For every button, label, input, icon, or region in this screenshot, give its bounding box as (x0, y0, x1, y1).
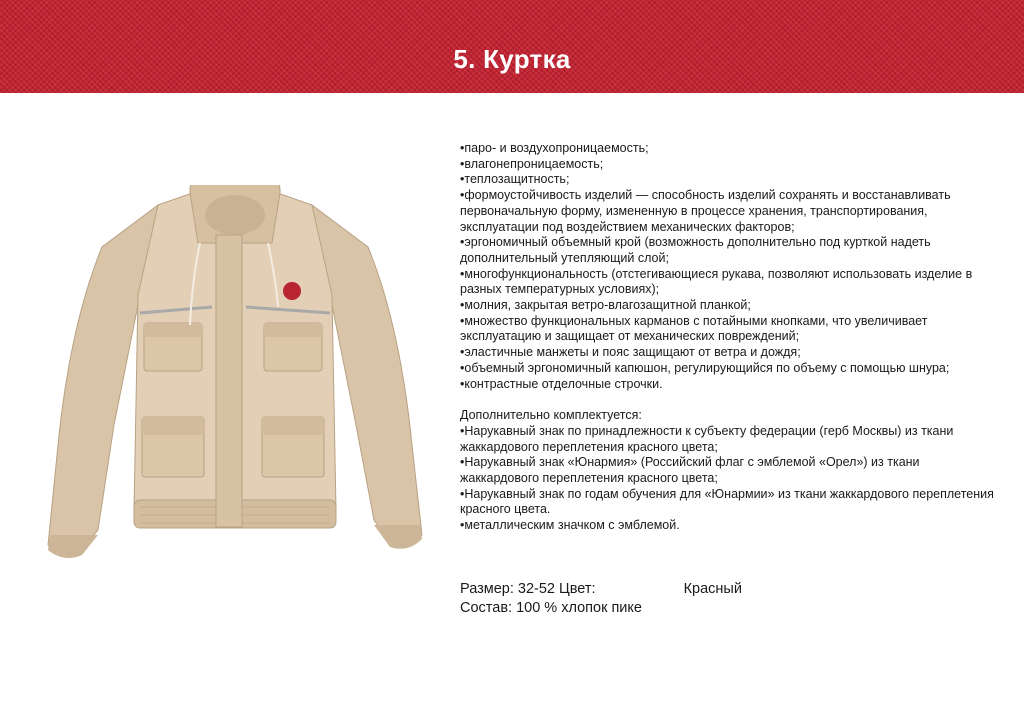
extra-item: •Нарукавный знак по годам обучения для «Юнармии» из ткани жаккардового переплетения красного цвета. (460, 486, 994, 517)
extras-heading: Дополнительно комплектуется: (460, 408, 642, 423)
description-text (460, 141, 1000, 534)
zipper-placket (216, 235, 242, 527)
feature-item: •паро- и воздухопроницаемость; (460, 141, 649, 155)
jacket-illustration (40, 185, 430, 575)
feature-item: •эластичные манжеты и пояс защищают от ветра и дождя; (460, 345, 801, 360)
page-title: 5. Куртка (453, 44, 571, 74)
right-cuff (374, 525, 422, 549)
feature-item: •контрастные отделочные строчки. (460, 376, 663, 391)
feature-item: •молния, закрытая ветро-влагозащитной планкой; (460, 298, 751, 313)
feature-item: •объемный эргономичный капюшон, регулирующийся по объему с помощью шнура; (460, 360, 950, 375)
extra-item: •Нарукавный знак «Юнармия» (Российский флаг с эмблемой «Орел») из ткани жаккардового переплетения красного цвета; (460, 455, 920, 486)
extra-item: •металлическим значком с эмблемой. (460, 518, 680, 533)
left-cuff (48, 535, 98, 558)
feature-item: •влагонепроницаемость; (460, 156, 604, 171)
composition-row: Состав: 100 % хлопок пике (460, 600, 642, 616)
feature-item: •формоустойчивость изделий — способность изделий сохранять и восстанавливать первоначальную форму, измененную в процессе хранения, транспортирования, эксплуатации под воздействием механических факторов; (460, 188, 951, 234)
feature-item: •множество функциональных карманов с потайными кнопками, что увеличивает эксплуатацию и защищает от механических повреждений; (460, 313, 928, 344)
feature-item: •теплозащитность; (460, 172, 570, 187)
size-label: Размер: 32-52 Цвет: (460, 581, 596, 597)
header-banner (0, 0, 1024, 93)
color-value: Красный (683, 581, 742, 597)
extra-item: •Нарукавный знак по принадлежности к субъекту федерации (герб Москвы) из ткани жаккардового переплетения красного цвета; (460, 423, 954, 454)
eagle-emblem (283, 282, 301, 300)
product-specs (460, 580, 742, 618)
feature-item: •эргономичный объемный крой (возможность дополнительно под курткой надеть дополнительный утепляющий слой; (460, 235, 931, 265)
size-color-row (460, 580, 742, 599)
feature-item: •многофункциональность (отстегивающиеся рукава, позволяют использовать изделие в разных температурных условиях); (460, 266, 973, 297)
